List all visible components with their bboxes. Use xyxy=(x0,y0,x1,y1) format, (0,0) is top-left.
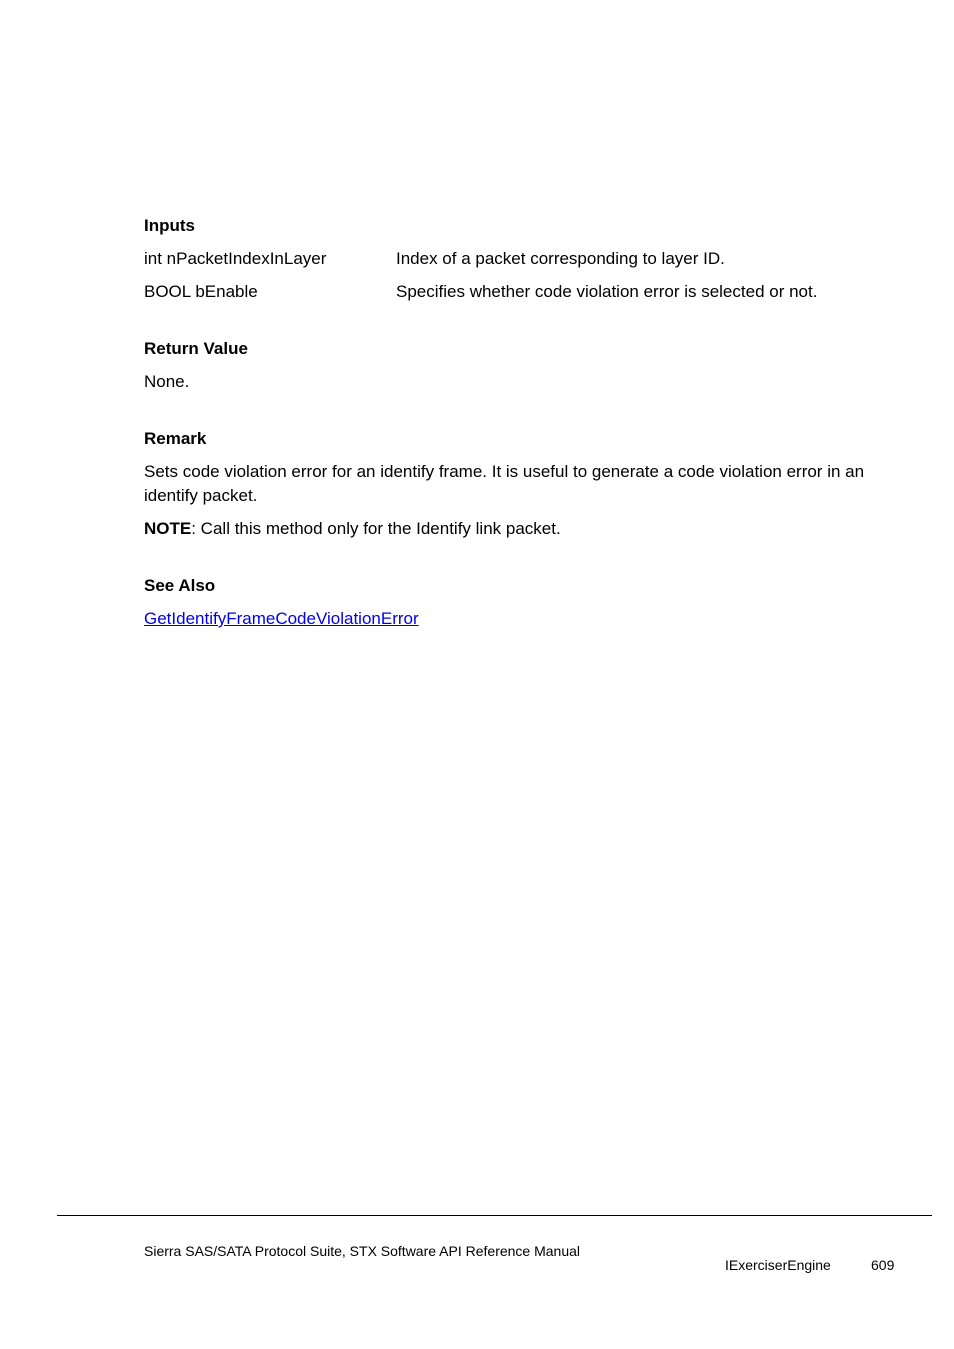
main-content xyxy=(144,214,884,640)
see-also-links xyxy=(144,607,884,631)
remark-note xyxy=(144,517,884,541)
footer-divider xyxy=(57,1215,932,1216)
remark-heading: Remark xyxy=(144,429,207,448)
param-name: int nPacketIndexInLayer xyxy=(144,249,327,268)
note-text: : Call this method only for the Identify link packet. xyxy=(191,519,561,538)
see-also-link[interactable]: GetIdentifyFrameCodeViolationError xyxy=(144,609,419,628)
param-name: BOOL bEnable xyxy=(144,282,258,301)
return-value-heading: Return Value xyxy=(144,339,248,358)
footer-section-name: IExerciserEngine xyxy=(725,1257,831,1273)
param-row xyxy=(144,247,884,271)
param-description: Index of a packet corresponding to layer ID. xyxy=(396,249,725,268)
remark-text: Sets code violation error for an identify frame. It is useful to generate a code violation error in an identify packet. xyxy=(144,462,865,505)
return-value-text: None. xyxy=(144,372,190,391)
footer-manual-title: Sierra SAS/SATA Protocol Suite, STX Software API Reference Manual xyxy=(144,1243,581,1259)
see-also-heading: See Also xyxy=(144,576,216,595)
note-label: NOTE xyxy=(144,519,192,538)
inputs-heading: Inputs xyxy=(144,216,195,235)
footer-page-number: 609 xyxy=(871,1257,895,1273)
param-description: Specifies whether code violation error is selected or not. xyxy=(396,282,818,301)
param-row xyxy=(144,280,884,304)
